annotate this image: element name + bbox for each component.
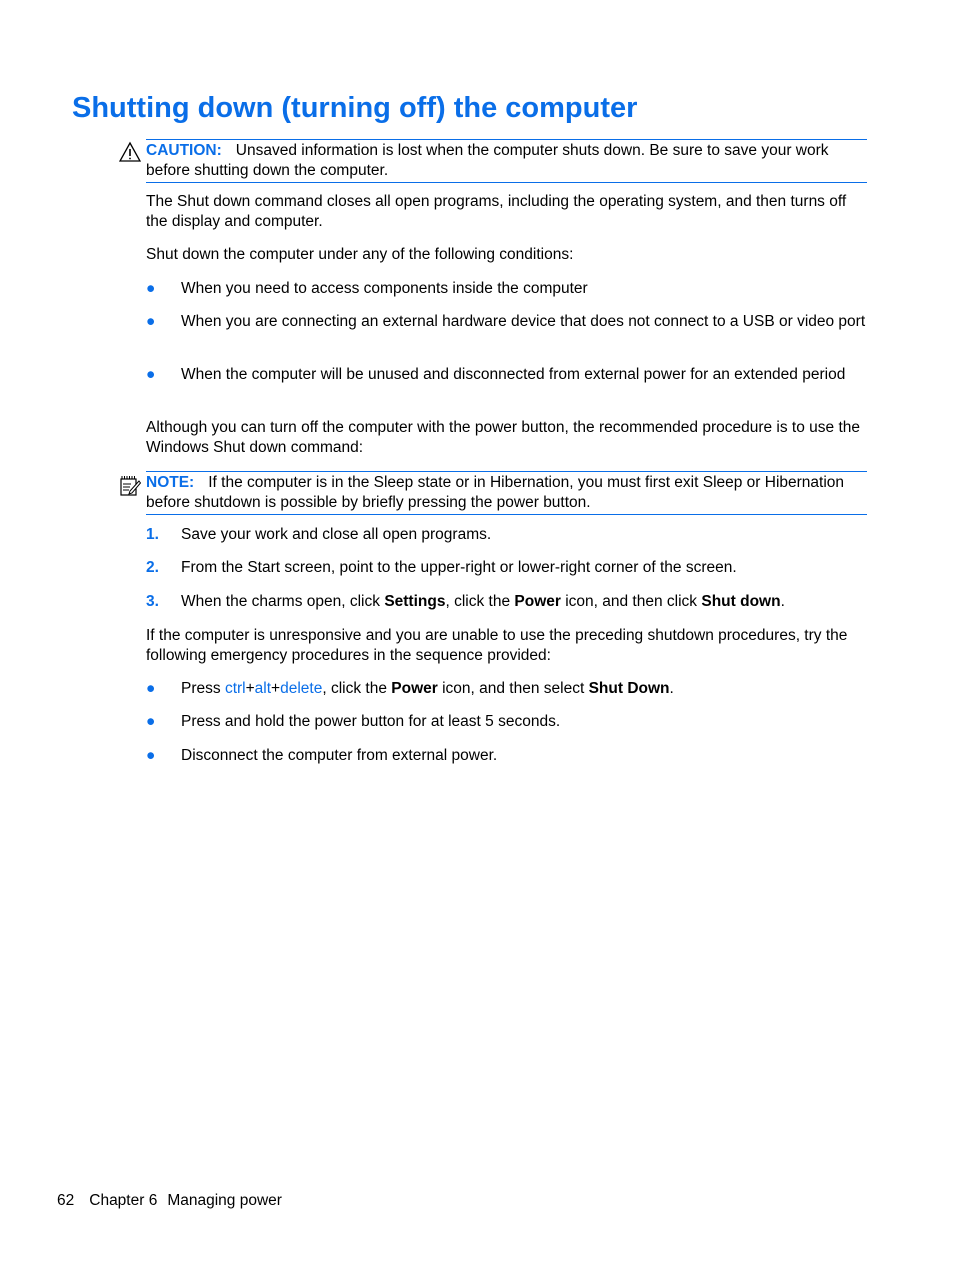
warning-triangle-icon	[119, 141, 141, 163]
power-term: Power	[514, 593, 561, 610]
conditions-intro: Shut down the computer under any of the following conditions:	[146, 246, 574, 263]
footer-chapter: Chapter 6	[89, 1192, 158, 1209]
list-item-text: Press and hold the power button for at least 5 seconds.	[181, 713, 561, 730]
note-pad-icon	[119, 475, 141, 497]
list-item	[146, 712, 867, 732]
bullet-icon: ●	[146, 680, 156, 697]
list-item	[146, 365, 867, 385]
caution-text: Unsaved information is lost when the computer shuts down. Be sure to save your work before shutting down the computer.	[146, 142, 829, 179]
step-number: 3.	[146, 593, 159, 610]
list-item	[146, 746, 867, 766]
list-item	[146, 679, 867, 699]
ctrl-key: ctrl	[224, 680, 246, 697]
footer-section: Managing power	[167, 1192, 282, 1209]
delete-key: delete	[280, 680, 323, 697]
step-number: 2.	[146, 559, 159, 576]
alt-key: alt	[254, 680, 272, 697]
list-item-text: When you are connecting an external hardware device that does not connect to a USB or video port	[181, 313, 866, 330]
bullet-icon: ●	[146, 313, 156, 330]
bullet-icon: ●	[146, 366, 156, 383]
bullet-icon: ●	[146, 747, 156, 764]
note-label: NOTE:	[146, 474, 195, 491]
list-item-text: Disconnect the computer from external power.	[181, 747, 498, 764]
page-title: Shutting down (turning off) the computer	[72, 92, 638, 124]
caution-label: CAUTION:	[146, 142, 222, 159]
note-text: If the computer is in the Sleep state or in Hibernation, you must first exit Sleep or Hibernation before shutdown is possible by briefly pressing the power button.	[146, 474, 845, 511]
settings-term: Settings	[384, 593, 446, 610]
step-item	[146, 558, 867, 578]
note-box	[146, 471, 867, 515]
page-footer	[57, 1191, 297, 1211]
power-term: Power	[391, 680, 438, 697]
emergency-intro: If the computer is unresponsive and you are unable to use the preceding shutdown procedures, try the following emergency procedures in the sequence provided:	[146, 627, 848, 664]
page-number: 62	[57, 1192, 75, 1209]
step-item	[146, 592, 867, 612]
list-item	[146, 279, 867, 299]
bullet-icon: ●	[146, 280, 156, 297]
procedure-intro: Although you can turn off the computer with the power button, the recommended procedure is to use the Windows Shut down command:	[146, 419, 861, 456]
list-item-text: When the computer will be unused and disconnected from external power for an extended period	[181, 366, 846, 383]
list-item-text: When you need to access components inside the computer	[181, 280, 588, 297]
step-text: From the Start screen, point to the upper-right or lower-right corner of the screen.	[181, 559, 737, 576]
list-item	[146, 312, 867, 332]
shut-down-term: Shut down	[701, 593, 781, 610]
intro-paragraph: The Shut down command closes all open programs, including the operating system, and then turns off the display and computer.	[146, 193, 847, 230]
step-item	[146, 525, 867, 545]
bullet-icon: ●	[146, 713, 156, 730]
shut-down-term: Shut Down	[588, 680, 670, 697]
caution-box	[146, 139, 867, 183]
step-text: When the charms open, click Settings, click the Power icon, and then click Shut down.	[181, 593, 785, 610]
list-item-text: Press ctrl+alt+delete, click the Power icon, and then select Shut Down.	[181, 680, 674, 697]
step-number: 1.	[146, 526, 159, 543]
step-text: Save your work and close all open programs.	[181, 526, 492, 543]
